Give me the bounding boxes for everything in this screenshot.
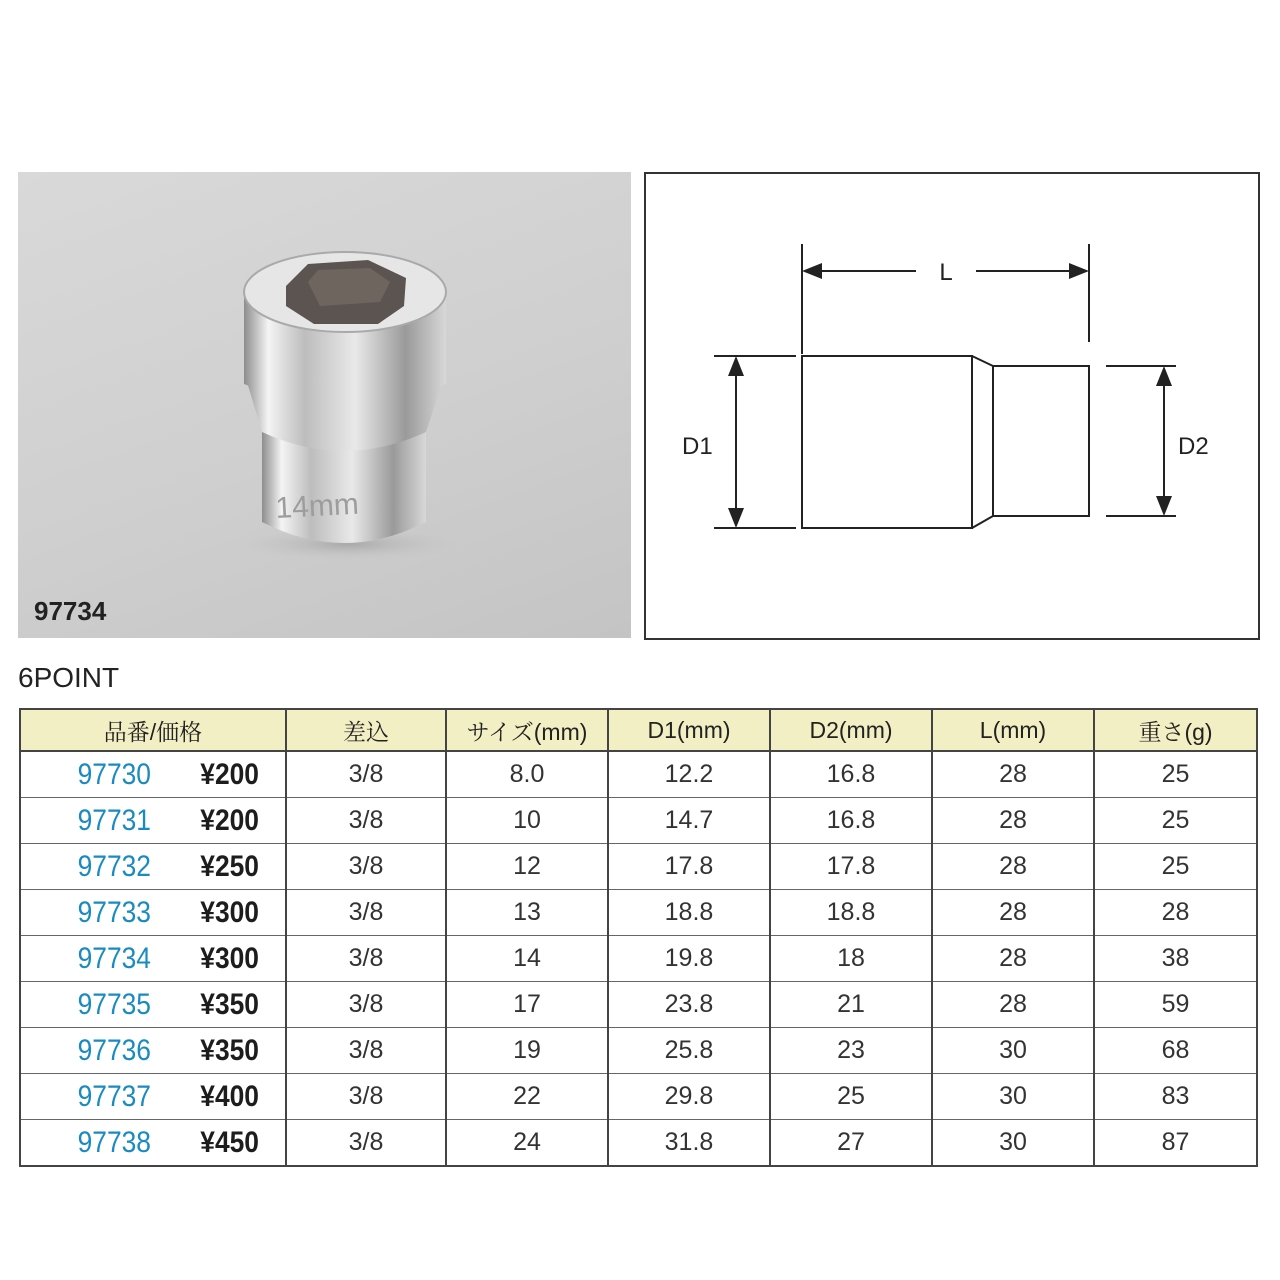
price: ¥350 <box>200 987 259 1021</box>
table-row <box>20 936 1257 982</box>
price: ¥400 <box>200 1079 259 1113</box>
l-arrow-right <box>1069 263 1089 279</box>
socket-illustration <box>18 172 631 638</box>
part-number: 97732 <box>77 849 151 883</box>
header-part-price: 品番/価格 <box>20 709 286 751</box>
cell-length: 28 <box>932 936 1094 982</box>
cell-size: 8.0 <box>446 751 608 798</box>
cell-length: 28 <box>932 798 1094 844</box>
cell-d1: 29.8 <box>608 1074 770 1120</box>
table-row <box>20 751 1257 798</box>
cell-d2: 23 <box>770 1028 932 1074</box>
cell-size: 12 <box>446 844 608 890</box>
cell-d1: 31.8 <box>608 1120 770 1167</box>
price: ¥450 <box>200 1125 259 1159</box>
cell-length: 28 <box>932 982 1094 1028</box>
cell-weight: 28 <box>1094 890 1257 936</box>
d1-arrow-top <box>728 356 744 376</box>
price: ¥300 <box>200 941 259 975</box>
svg-text:14mm: 14mm <box>274 487 360 525</box>
price: ¥200 <box>200 757 259 791</box>
part-number: 97733 <box>77 895 151 929</box>
label-d1: D1 <box>682 433 713 460</box>
part-number: 97735 <box>77 987 151 1021</box>
cell-drive: 3/8 <box>286 1120 446 1167</box>
cell-drive: 3/8 <box>286 890 446 936</box>
table-row <box>20 844 1257 890</box>
socket-dimension-drawing <box>646 174 1258 638</box>
cell-weight: 59 <box>1094 982 1257 1028</box>
cell-d2: 27 <box>770 1120 932 1167</box>
d2-arrow-bottom <box>1156 496 1172 516</box>
cell-drive: 3/8 <box>286 1074 446 1120</box>
part-number: 97737 <box>77 1079 151 1113</box>
cell-weight: 25 <box>1094 751 1257 798</box>
table-row <box>20 798 1257 844</box>
label-d2: D2 <box>1178 433 1209 460</box>
cell-length: 28 <box>932 751 1094 798</box>
cell-d1: 23.8 <box>608 982 770 1028</box>
cell-length: 30 <box>932 1120 1094 1167</box>
cell-length: 30 <box>932 1028 1094 1074</box>
cell-d2: 25 <box>770 1074 932 1120</box>
cell-d1: 12.2 <box>608 751 770 798</box>
price: ¥350 <box>200 1033 259 1067</box>
cell-length: 28 <box>932 890 1094 936</box>
cell-size: 24 <box>446 1120 608 1167</box>
cell-drive: 3/8 <box>286 1028 446 1074</box>
photo-product-code: 97734 <box>34 596 107 626</box>
header-size: サイズ(mm) <box>446 709 608 751</box>
cell-drive: 3/8 <box>286 798 446 844</box>
cell-d2: 16.8 <box>770 751 932 798</box>
table-row <box>20 890 1257 936</box>
cell-size: 13 <box>446 890 608 936</box>
price: ¥250 <box>200 849 259 883</box>
cell-weight: 25 <box>1094 798 1257 844</box>
header-d1: D1(mm) <box>608 709 770 751</box>
cell-d2: 16.8 <box>770 798 932 844</box>
l-arrow-left <box>802 263 822 279</box>
cell-d1: 14.7 <box>608 798 770 844</box>
cell-size: 19 <box>446 1028 608 1074</box>
part-number: 97731 <box>77 803 151 837</box>
header-weight: 重さ(g) <box>1094 709 1257 751</box>
cell-drive: 3/8 <box>286 936 446 982</box>
cell-d1: 25.8 <box>608 1028 770 1074</box>
cell-d1: 19.8 <box>608 936 770 982</box>
price: ¥300 <box>200 895 259 929</box>
table-row <box>20 1074 1257 1120</box>
label-l: L <box>939 259 953 286</box>
part-number: 97730 <box>77 757 151 791</box>
part-number: 97736 <box>77 1033 151 1067</box>
cell-size: 14 <box>446 936 608 982</box>
dimension-diagram <box>644 172 1260 640</box>
cell-length: 30 <box>932 1074 1094 1120</box>
table-row <box>20 1120 1257 1167</box>
cell-d2: 18.8 <box>770 890 932 936</box>
table-row <box>20 1028 1257 1074</box>
cell-d1: 18.8 <box>608 890 770 936</box>
cell-size: 10 <box>446 798 608 844</box>
header-drive: 差込 <box>286 709 446 751</box>
cell-weight: 38 <box>1094 936 1257 982</box>
cell-d1: 17.8 <box>608 844 770 890</box>
cell-d2: 18 <box>770 936 932 982</box>
price: ¥200 <box>200 803 259 837</box>
cell-weight: 25 <box>1094 844 1257 890</box>
cell-drive: 3/8 <box>286 751 446 798</box>
table-header-row <box>20 709 1257 751</box>
product-photo <box>18 172 631 638</box>
cell-size: 22 <box>446 1074 608 1120</box>
spec-table <box>19 708 1258 1167</box>
cell-weight: 68 <box>1094 1028 1257 1074</box>
cell-length: 28 <box>932 844 1094 890</box>
cell-size: 17 <box>446 982 608 1028</box>
cell-weight: 87 <box>1094 1120 1257 1167</box>
d2-arrow-top <box>1156 366 1172 386</box>
header-length: L(mm) <box>932 709 1094 751</box>
part-number: 97738 <box>77 1125 151 1159</box>
section-label: 6POINT <box>18 662 120 693</box>
table-row <box>20 982 1257 1028</box>
cell-drive: 3/8 <box>286 982 446 1028</box>
part-number: 97734 <box>77 941 151 975</box>
header-d2: D2(mm) <box>770 709 932 751</box>
d1-arrow-bottom <box>728 508 744 528</box>
cell-drive: 3/8 <box>286 844 446 890</box>
cell-d2: 17.8 <box>770 844 932 890</box>
cell-weight: 83 <box>1094 1074 1257 1120</box>
cell-d2: 21 <box>770 982 932 1028</box>
